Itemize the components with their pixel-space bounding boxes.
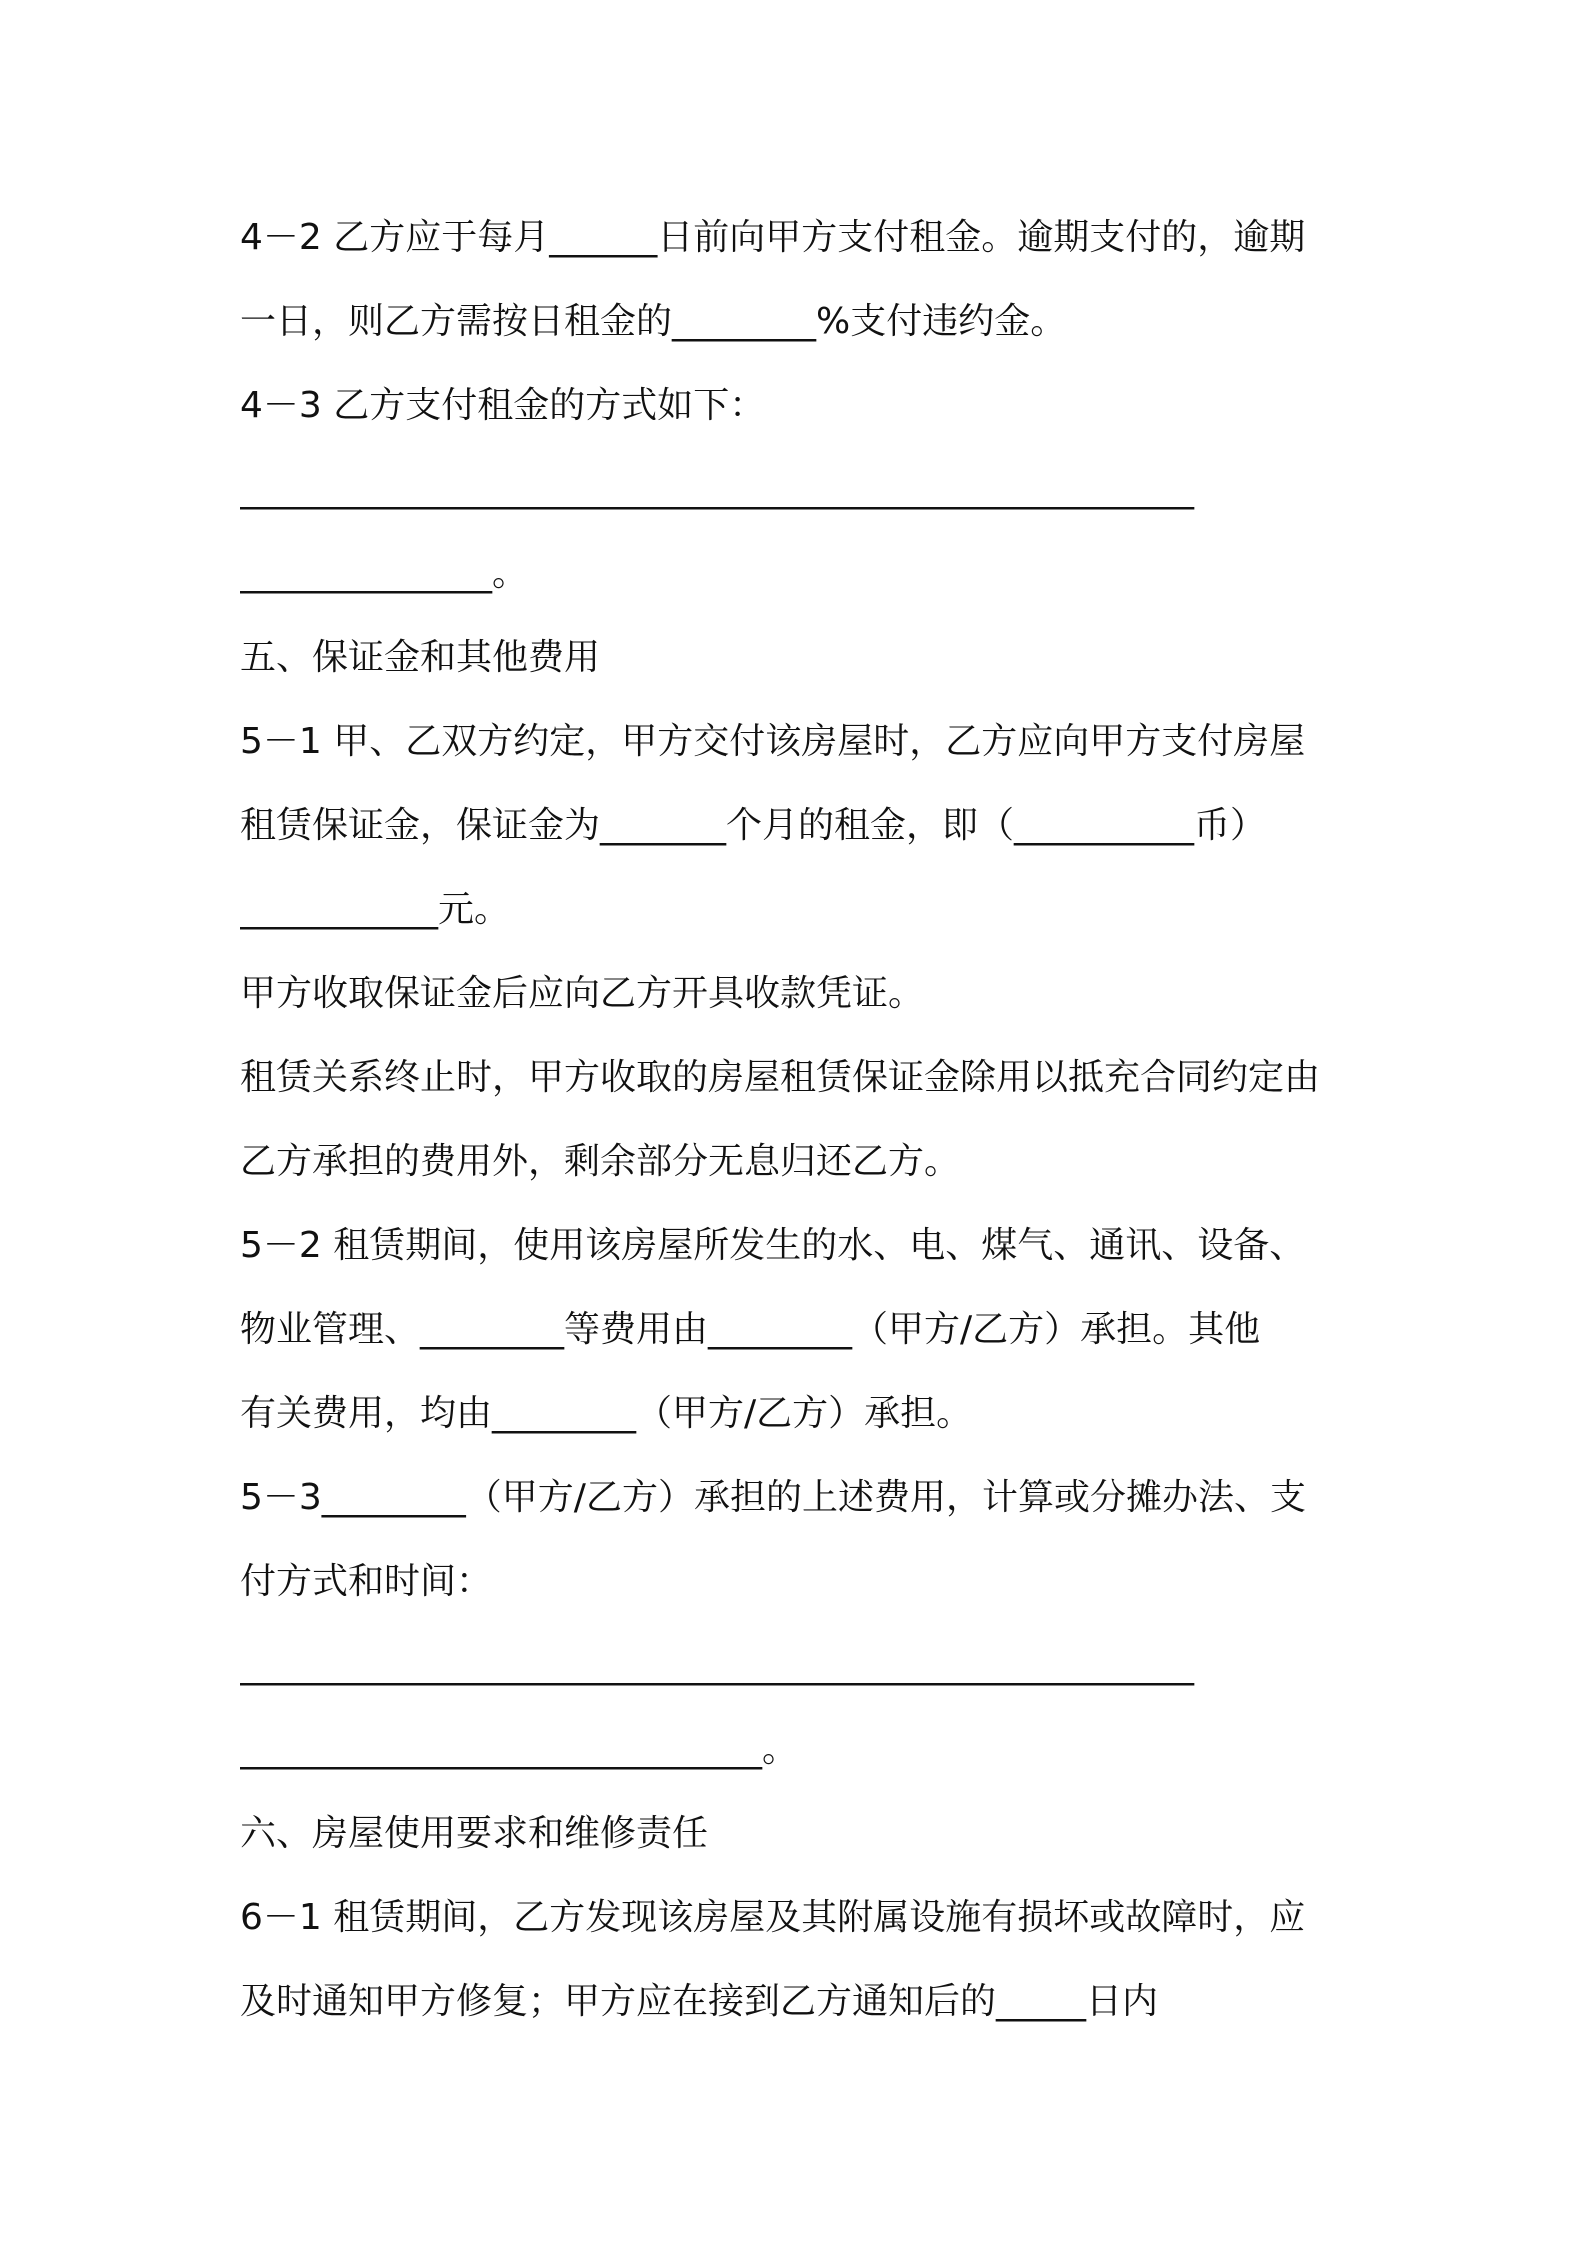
text-line: 租赁保证金，保证金为_______个月的租金，即（__________币） bbox=[240, 805, 1267, 846]
section-heading: 五、保证金和其他费用 bbox=[240, 637, 601, 678]
text-line: 4－3 乙方支付租金的方式如下： bbox=[240, 385, 766, 426]
text-line: 5－3________（甲方/乙方）承担的上述费用，计算或分摊办法、支 bbox=[240, 1477, 1306, 1518]
text-line: 物业管理、________等费用由________（甲方/乙方）承担。其他 bbox=[240, 1309, 1261, 1350]
text-line: 有关费用，均由________（甲方/乙方）承担。 bbox=[240, 1393, 973, 1434]
text-line: 及时通知甲方修复；甲方应在接到乙方通知后的_____日内 bbox=[240, 1981, 1159, 2022]
text-line: 付方式和时间： bbox=[240, 1561, 493, 1602]
text-line: ___________元。 bbox=[240, 889, 511, 930]
text-line: 6－1 租赁期间，乙方发现该房屋及其附属设施有损坏或故障时，应 bbox=[240, 1897, 1306, 1938]
text-line: 一日，则乙方需按日租金的________%支付违约金。 bbox=[240, 301, 1067, 342]
text-line: 乙方承担的费用外，剩余部分无息归还乙方。 bbox=[240, 1141, 961, 1182]
section-heading: 六、房屋使用要求和维修责任 bbox=[240, 1813, 709, 1854]
text-line: 5－2 租赁期间，使用该房屋所发生的水、电、煤气、通讯、设备、 bbox=[240, 1225, 1306, 1266]
blank-line: _____________________________________________________ bbox=[240, 1645, 1194, 1686]
blank-line: _____________________________________________________ bbox=[240, 469, 1194, 510]
document-body bbox=[240, 196, 1350, 2044]
blank-line: ______________。 bbox=[240, 553, 528, 594]
blank-line: _____________________________。 bbox=[240, 1729, 798, 1770]
text-line: 甲方收取保证金后应向乙方开具收款凭证。 bbox=[240, 973, 925, 1014]
text-line: 4－2 乙方应于每月______日前向甲方支付租金。逾期支付的，逾期 bbox=[240, 217, 1306, 258]
text-line: 5－1 甲、乙双方约定，甲方交付该房屋时，乙方应向甲方支付房屋 bbox=[240, 721, 1306, 762]
text-line: 租赁关系终止时，甲方收取的房屋租赁保证金除用以抵充合同约定由 bbox=[240, 1057, 1321, 1098]
